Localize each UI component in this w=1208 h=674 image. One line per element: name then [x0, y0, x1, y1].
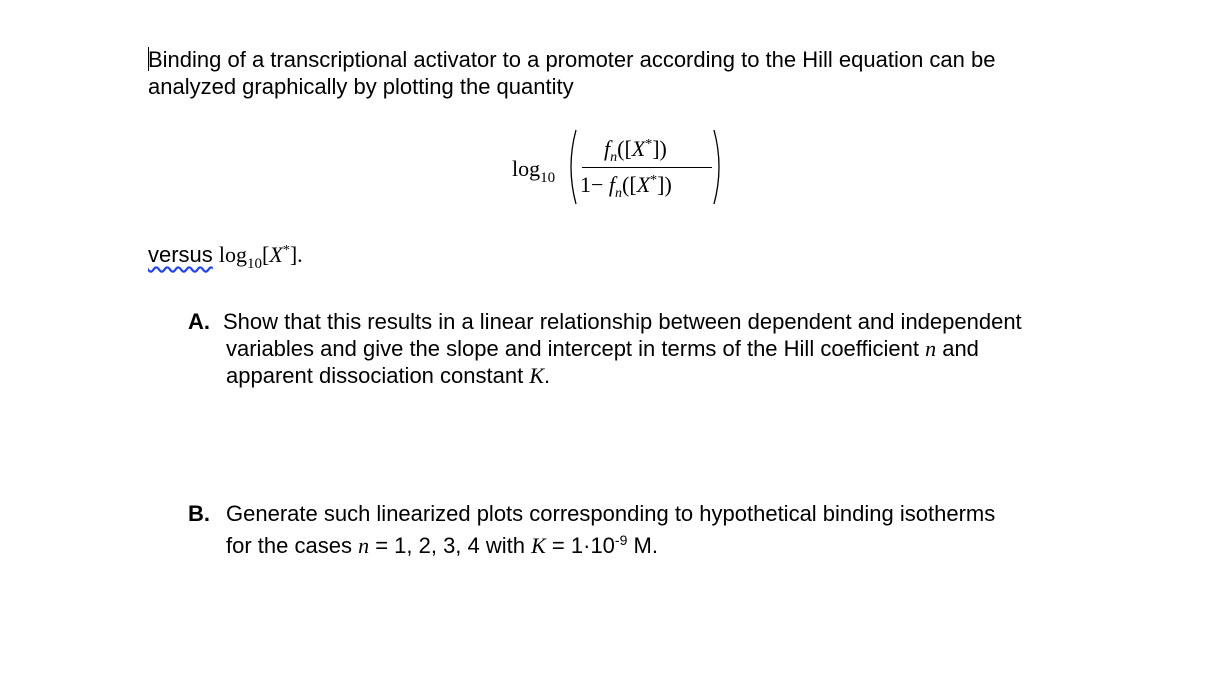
question-b-text: [226, 500, 1084, 559]
question-a-n: n: [925, 336, 937, 361]
question-a-text: [223, 308, 1084, 389]
num-f: f: [604, 136, 611, 161]
den-close: ]): [657, 172, 672, 197]
versus-close: ]: [289, 242, 298, 267]
versus-log: log: [218, 242, 248, 267]
question-b-label: B.: [188, 501, 210, 526]
equation-numerator: [604, 136, 667, 166]
question-a-line1: Show that this results in a linear relationship between dependent and independent: [223, 309, 1022, 334]
question-b-line2-eq: = 1·10: [545, 533, 615, 558]
question-b-line1: Generate such linearized plots corresponding to hypothetical binding isotherms: [226, 501, 996, 526]
equation-denominator: [580, 172, 672, 202]
question-a-line3-pre: apparent dissociation constant: [226, 363, 530, 388]
question-b-n: n: [358, 533, 370, 558]
question-b-line2-mid: = 1, 2, 3, 4 with: [369, 533, 532, 558]
num-close: ]): [652, 136, 667, 161]
den-open: ([: [622, 172, 637, 197]
left-paren-icon: [564, 128, 578, 206]
equation-log: [512, 156, 555, 187]
versus-period: .: [297, 242, 303, 267]
num-x: X: [631, 136, 646, 161]
den-star: *: [650, 173, 658, 188]
versus-x: X: [269, 242, 283, 267]
question-a: [188, 308, 1088, 398]
intro-paragraph: Binding of a transcriptional activator to a promoter according to the Hill equation can be analyzed graphically by plotting the quantity: [148, 47, 996, 99]
question-a-line2-post: and: [936, 336, 979, 361]
question-b-exp: -9: [614, 532, 628, 548]
log-text: log: [512, 156, 541, 181]
den-x: X: [636, 172, 651, 197]
versus-base: 10: [247, 256, 263, 272]
versus-open: [: [262, 242, 270, 267]
question-b-line2-post: M.: [627, 533, 658, 558]
versus-star: *: [282, 243, 290, 258]
den-sub: n: [615, 186, 623, 201]
fraction-bar: [582, 167, 712, 168]
question-a-line2-pre: variables and give the slope and intercept in terms of the Hill coefficient: [226, 336, 926, 361]
den-minus: −: [591, 172, 604, 197]
log-base: 10: [540, 170, 556, 186]
question-b: [188, 500, 1088, 560]
display-equation: [512, 128, 732, 208]
question-b-k: K: [531, 533, 546, 558]
den-f: f: [608, 172, 616, 197]
versus-math: [218, 242, 303, 272]
question-a-line3-post: .: [544, 363, 551, 388]
right-paren-icon: [712, 128, 726, 206]
versus-line: [148, 242, 303, 273]
versus-word[interactable]: versus: [148, 242, 213, 267]
num-sub: n: [610, 150, 618, 165]
question-a-k: K: [529, 363, 544, 388]
question-a-label: A.: [188, 309, 210, 334]
num-star: *: [645, 137, 653, 152]
den-one: 1: [580, 172, 591, 197]
question-b-line2-pre: for the cases: [226, 533, 359, 558]
num-open: ([: [617, 136, 632, 161]
